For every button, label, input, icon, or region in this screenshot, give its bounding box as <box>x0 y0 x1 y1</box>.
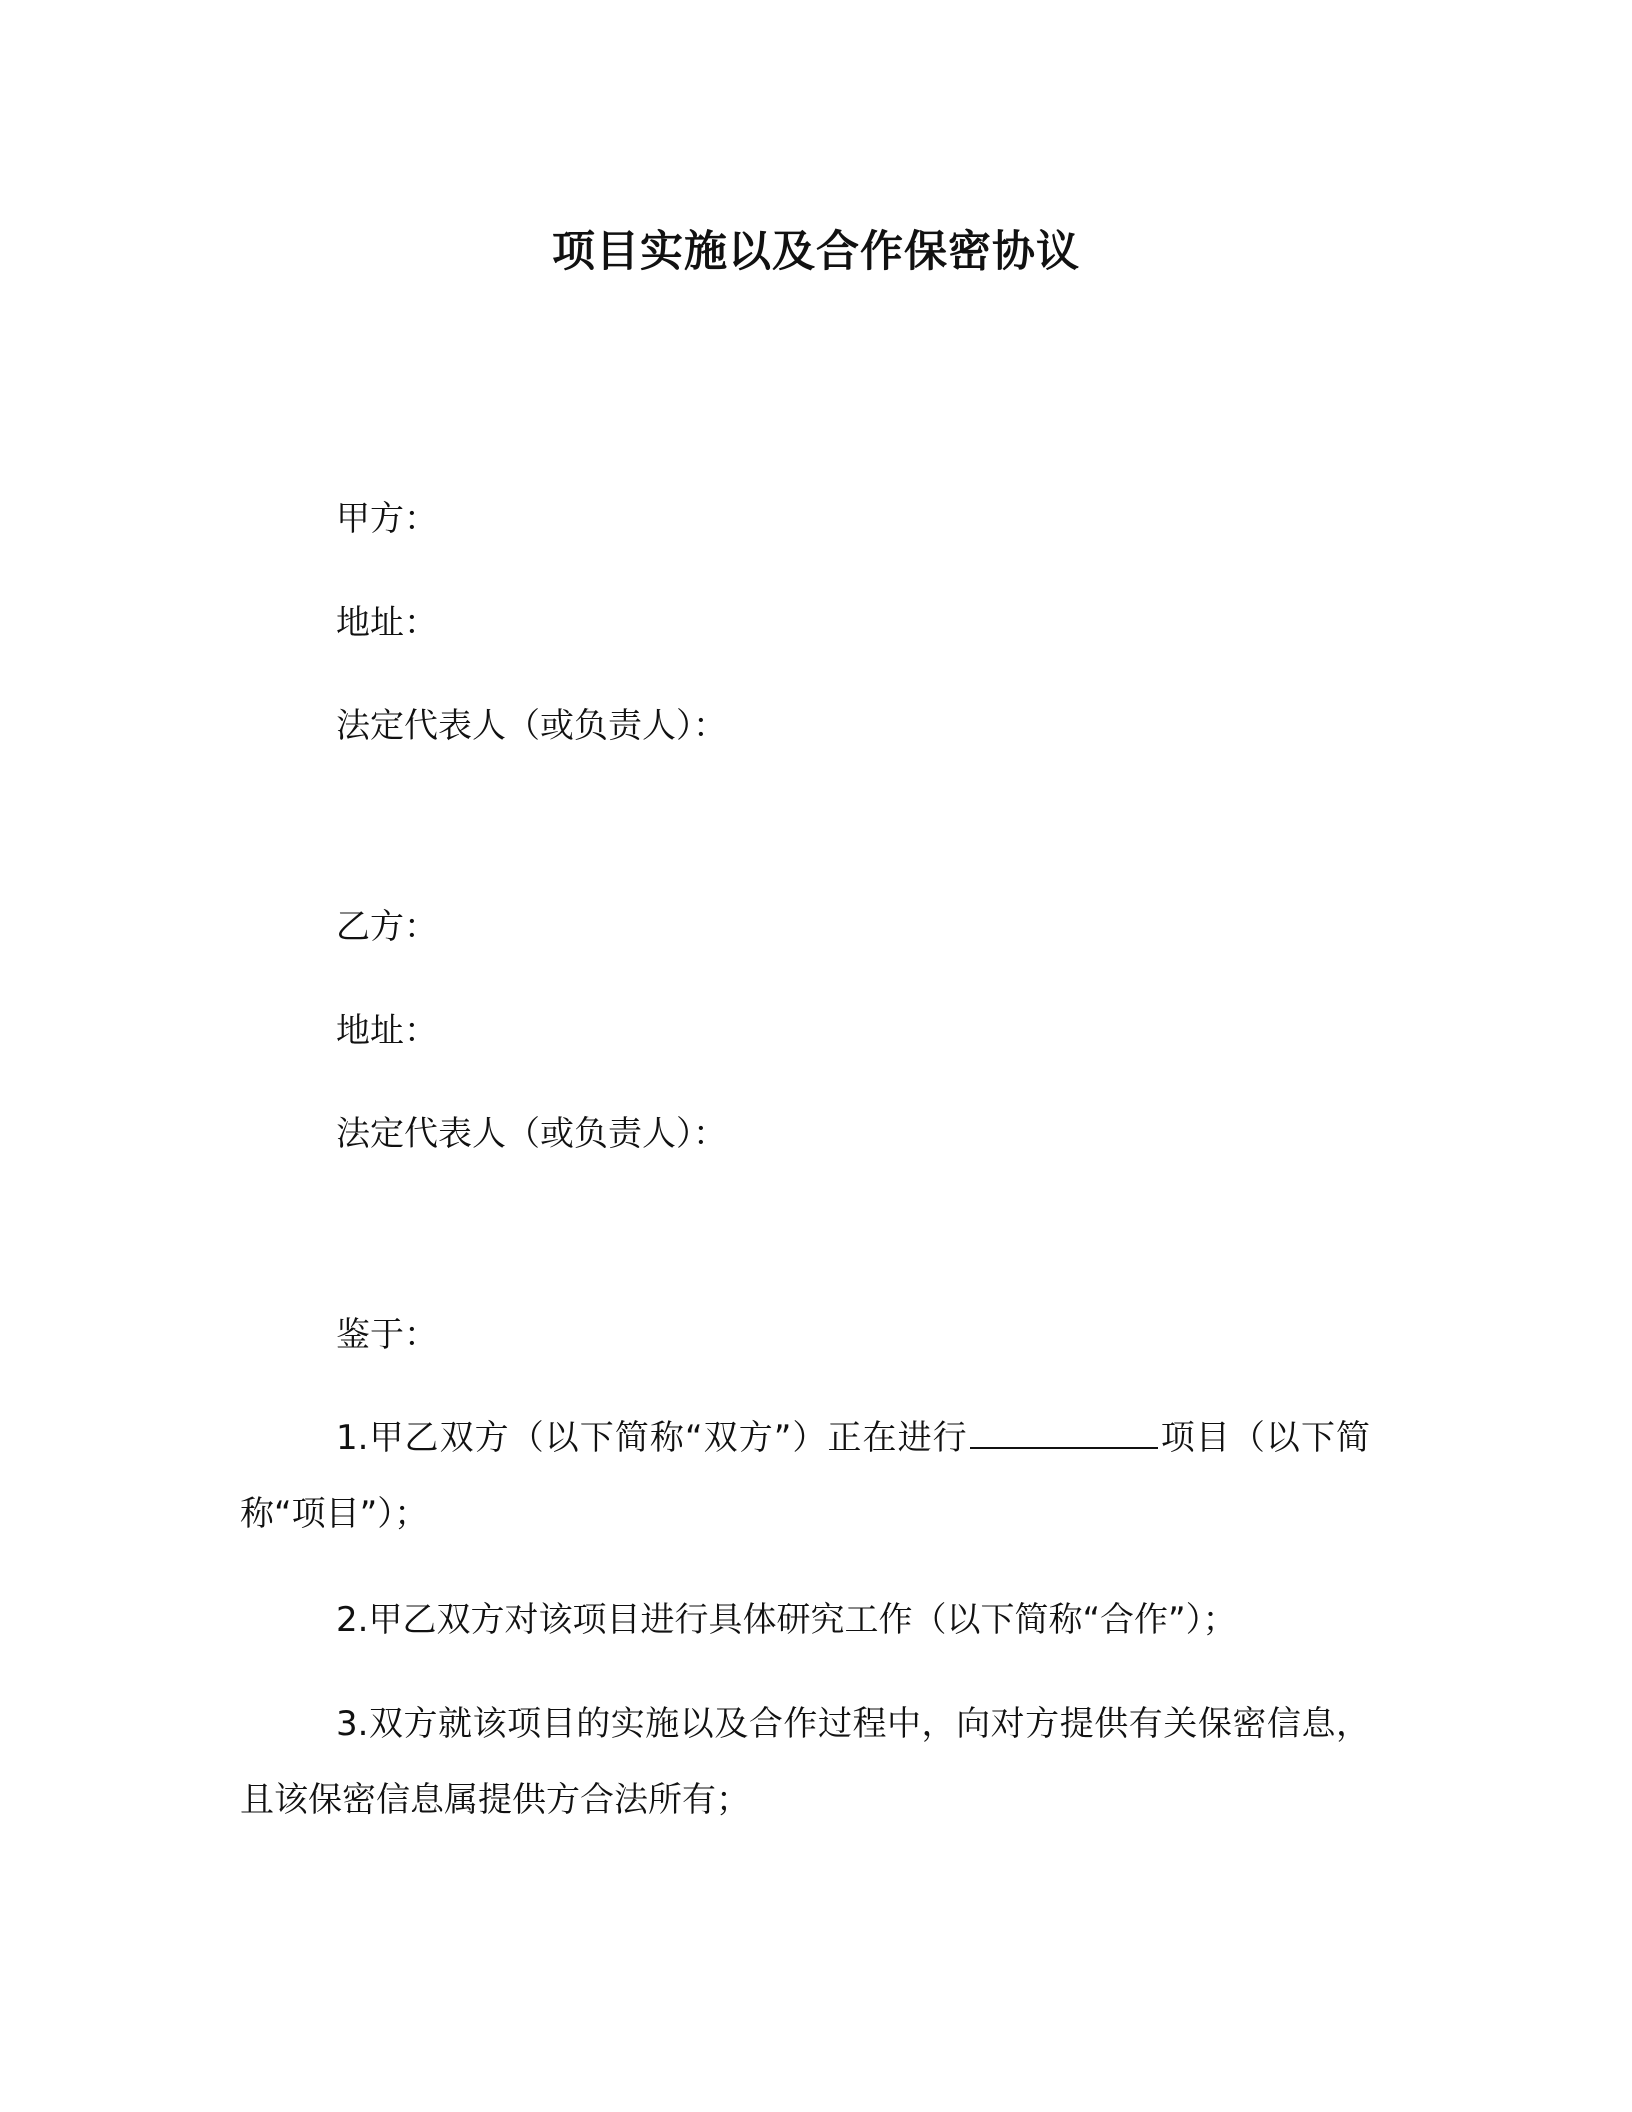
party-a-address: 地址： <box>336 603 438 643</box>
party-b-representative: 法定代表人（或负责人）： <box>336 1114 727 1154</box>
document-title: 项目实施以及合作保密协议 <box>552 227 1080 277</box>
whereas-label: 鉴于： <box>336 1315 438 1355</box>
clause-2: 2.甲乙双方对该项目进行具体研究工作（以下简称“合作”）； <box>336 1600 1237 1640</box>
party-b-address: 地址： <box>336 1011 438 1051</box>
clause-1 <box>240 1400 1370 1552</box>
clause-1-after: 项目（以下简称“项目”）； <box>240 1418 1371 1534</box>
party-a-representative: 法定代表人（或负责人）： <box>336 706 727 746</box>
project-name-blank <box>970 1417 1158 1449</box>
clause-1-before: 1.甲乙双方（以下简称“双方”）正在进行 <box>336 1418 968 1458</box>
clause-3: 3.双方就该项目的实施以及合作过程中，向对方提供有关保密信息，且该保密信息属提供方合法所有； <box>240 1704 1370 1820</box>
party-a-label: 甲方： <box>336 499 438 539</box>
party-b-label: 乙方： <box>336 907 438 947</box>
